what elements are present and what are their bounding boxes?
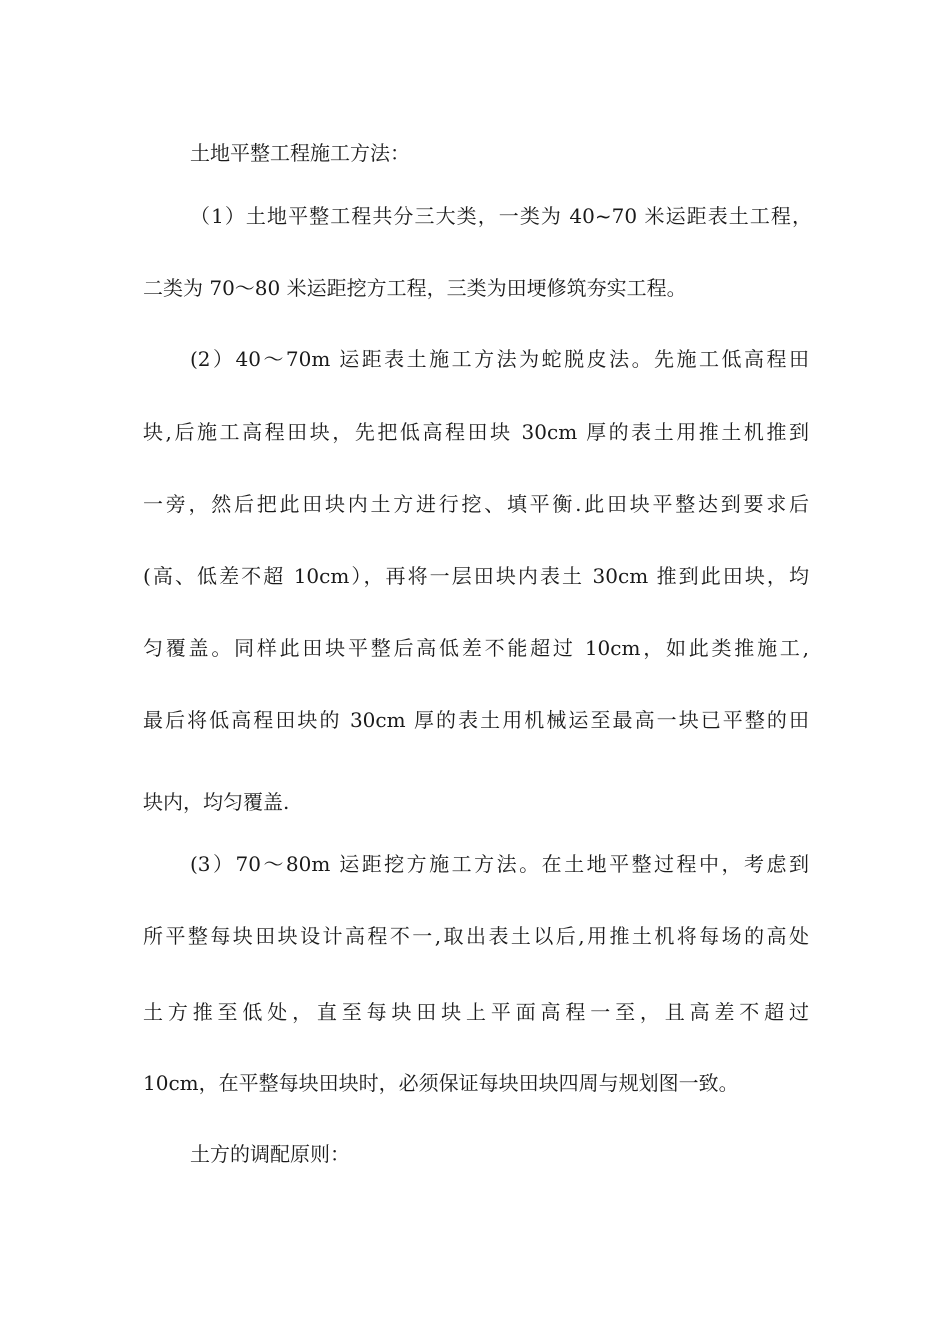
paragraph-3-line-4: 10cm，在平整每块田块时，必须保证每块田块四周与规划图一致。 [143, 1071, 739, 1095]
section-heading-method: 土地平整工程施工方法： [190, 141, 410, 165]
paragraph-3-line-3: 土方推至低处，直至每块田块上平面高程一至，且高差不超过 [143, 1000, 809, 1024]
paragraph-2-line-1: (2）40～70m 运距表土施工方法为蛇脱皮法。先施工低高程田 [190, 347, 809, 371]
paragraph-3-line-1: (3）70～80m 运距挖方施工方法。在土地平整过程中，考虑到 [190, 852, 809, 876]
paragraph-1-line-2: 二类为 70～80 米运距挖方工程，三类为田埂修筑夯实工程。 [143, 276, 687, 300]
paragraph-2-line-4: (高、低差不超 10cm），再将一层田块内表土 30cm 推到此田块，均 [143, 564, 809, 588]
paragraph-2-line-3: 一旁，然后把此田块内土方进行挖、填平衡.此田块平整达到要求后 [143, 492, 809, 516]
section-heading-allocation: 土方的调配原则： [190, 1142, 350, 1166]
paragraph-3-line-2: 所平整每块田块设计高程不一,取出表土以后,用推土机将每场的高处 [143, 924, 809, 948]
paragraph-2-line-6: 最后将低高程田块的 30cm 厚的表土用机械运至最高一块已平整的田 [143, 708, 809, 732]
paragraph-2-line-5: 匀覆盖。同样此田块平整后高低差不能超过 10cm，如此类推施工, [143, 636, 809, 660]
paragraph-2-line-2: 块,后施工高程田块，先把低高程田块 30cm 厚的表土用推土机推到 [143, 420, 809, 444]
paragraph-1-line-1: （1）土地平整工程共分三大类，一类为 40~70 米运距表土工程， [190, 204, 812, 228]
paragraph-2-line-7: 块内，均匀覆盖. [143, 790, 290, 814]
